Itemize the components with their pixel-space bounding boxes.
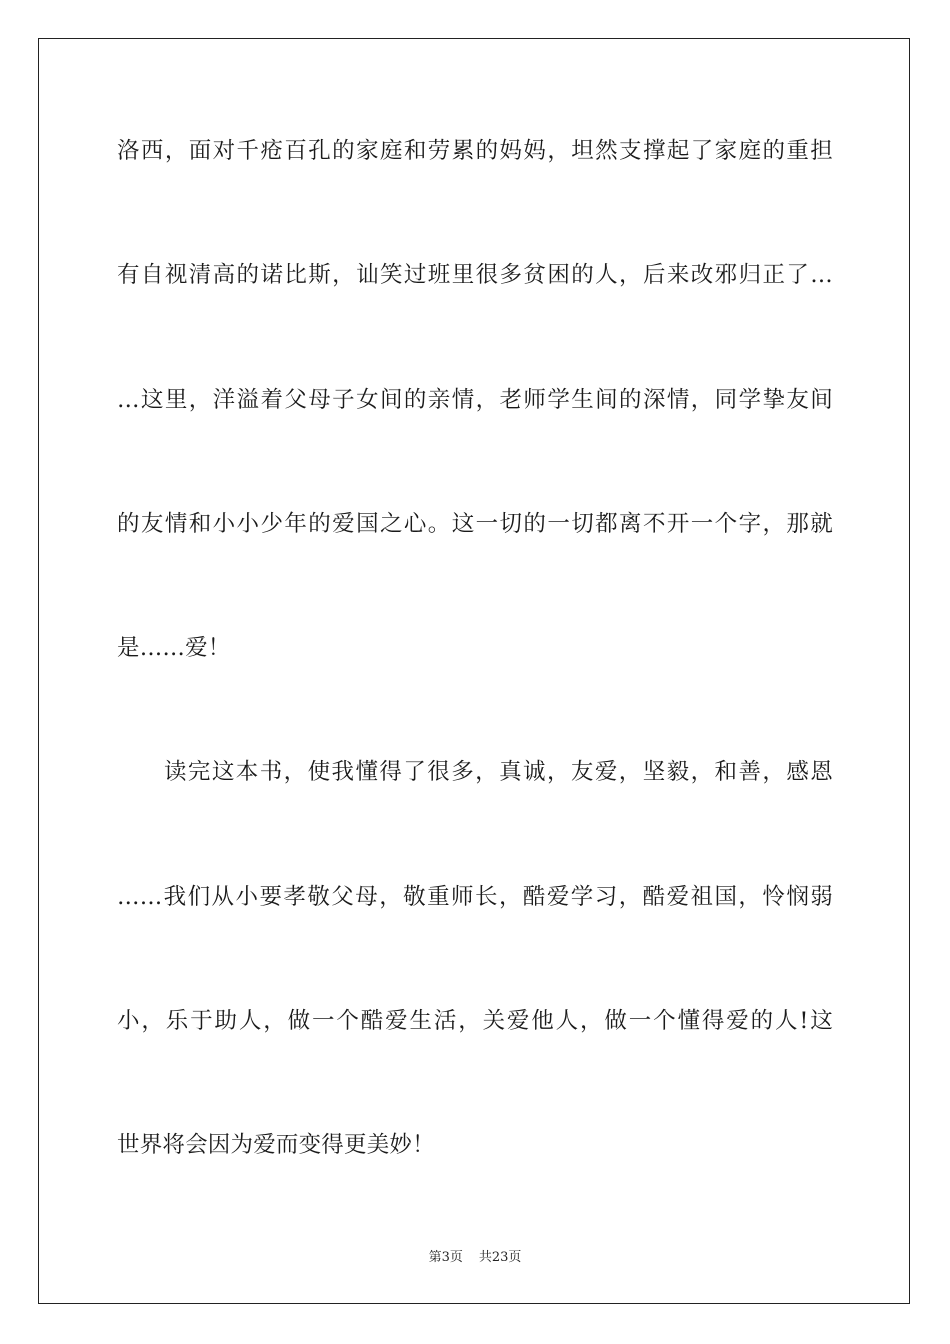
text-line: ……我们从小要孝敬父母，敬重师长，酷爱学习，酷爱祖国，怜悯弱 xyxy=(117,883,833,910)
page-number-footer xyxy=(0,1246,950,1265)
text-line: 世界将会因为爱而变得更美妙！ xyxy=(117,1132,435,1159)
text-line: 小，乐于助人，做一个酷爱生活，关爱他人，做一个懂得爱的人!这 xyxy=(117,1008,833,1035)
text-line: 是……爱！ xyxy=(117,635,231,662)
current-page-label: 第3页 xyxy=(428,1250,463,1265)
text-line: …这里，洋溢着父母子女间的亲情，老师学生间的深情，同学挚友间 xyxy=(117,386,833,413)
document-body xyxy=(117,122,833,1241)
paragraph-first-line: 读完这本书，使我懂得了很多，真诚，友爱，坚毅，和善，感恩 xyxy=(164,759,833,786)
text-line: 的友情和小小少年的爱国之心。这一切的一切都离不开一个字，那就 xyxy=(117,510,833,537)
text-line: 有自视清高的诺比斯，讪笑过班里很多贫困的人，后来改邪归正了… xyxy=(117,262,833,289)
total-pages-label: 共23页 xyxy=(478,1250,522,1265)
text-line: 洛西，面对千疮百孔的家庭和劳累的妈妈，坦然支撑起了家庭的重担 xyxy=(117,138,833,164)
